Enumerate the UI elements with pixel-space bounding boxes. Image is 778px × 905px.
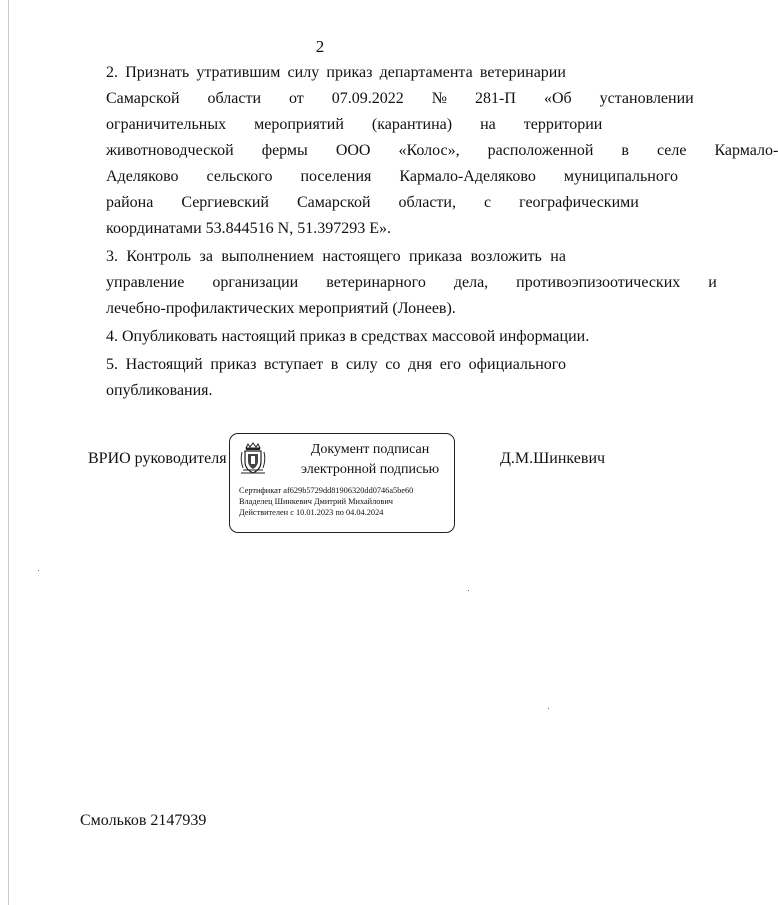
paragraph-5 — [78, 352, 566, 404]
paragraph-4 — [78, 324, 590, 350]
document-body — [78, 60, 778, 406]
electronic-signature-stamp — [229, 433, 455, 533]
signer-position: ВРИО руководителя — [88, 450, 227, 467]
text-line: района Сергиевский Самарской области, с географическими — [106, 194, 639, 211]
text-line: опубликования. — [106, 382, 213, 399]
stamp-details — [239, 485, 413, 518]
coat-of-arms-icon — [240, 442, 266, 476]
text-line: животноводческой фермы ООО «Колос», расположенной в селе Кармало- — [106, 142, 778, 159]
stamp-title — [290, 440, 450, 480]
paragraph-3 — [78, 244, 717, 322]
text-line: ограничительных мероприятий (карантина) на территории — [106, 116, 603, 133]
text-line: 2. Признать утратившим силу приказ департамента ветеринарии — [106, 64, 566, 81]
stamp-title-line: электронной подписью — [300, 462, 440, 477]
text-line: координатами 53.844516 N, 51.397293 E». — [106, 220, 392, 237]
text-line: Самарской области от 07.09.2022 № 281-П «Об установлении — [106, 90, 694, 107]
text-line: 5. Настоящий приказ вступает в силу со дня его официального — [106, 356, 566, 373]
page-number: 2 — [315, 37, 325, 56]
stamp-title-line: Документ подписан — [310, 442, 430, 457]
signer-name: Д.М.Шинкевич — [500, 450, 606, 467]
certificate-validity: Действителен с 10.01.2023 по 04.04.2024 — [239, 508, 384, 517]
text-line: Аделяково сельского поселения Кармало-Аделяково муниципального — [106, 168, 679, 185]
text-line: управление организации ветеринарного дела, противоэпизоотических и — [106, 274, 717, 291]
scan-speck — [38, 570, 39, 571]
certificate-number: Сертификат af629b5729dd81906320dd0746a5be60 — [239, 486, 414, 495]
signature-block — [0, 440, 640, 540]
scan-speck — [548, 708, 549, 709]
executor-info: Смольков 2147939 — [80, 812, 207, 829]
certificate-owner: Владелец Шинкевич Дмитрий Михайлович — [239, 497, 393, 506]
text-line: 4. Опубликовать настоящий приказ в средствах массовой информации. — [106, 328, 590, 345]
scan-speck — [468, 590, 469, 591]
paragraph-2 — [78, 60, 778, 242]
text-line: лечебно-профилактических мероприятий (Лонеев). — [106, 300, 456, 317]
text-line: 3. Контроль за выполнением настоящего приказа возложить на — [106, 248, 566, 265]
